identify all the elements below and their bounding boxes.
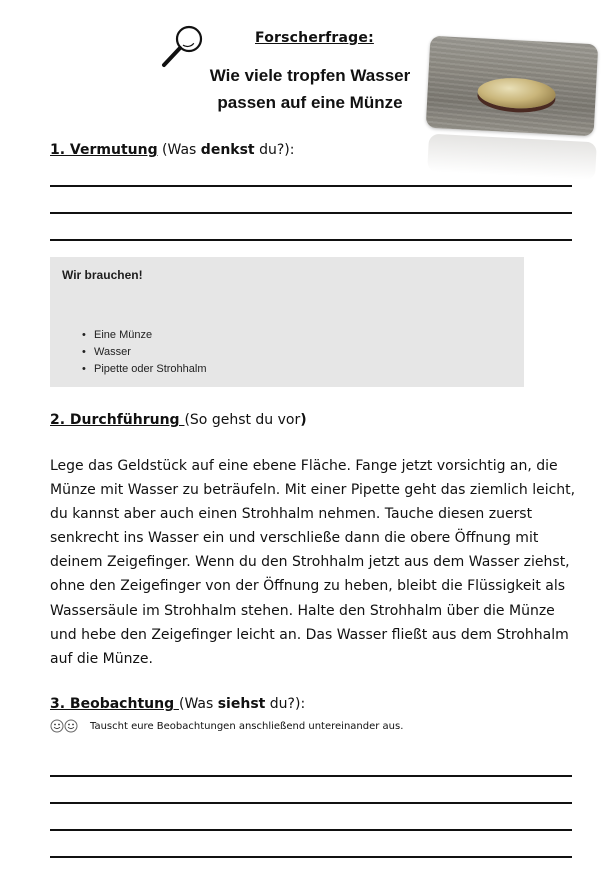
- answer-line[interactable]: [50, 775, 572, 777]
- section-2-heading: [50, 412, 307, 428]
- section-2-title: 2. Durchführung: [50, 412, 185, 428]
- coin-photo: [424, 40, 600, 180]
- section-1-hint-bold: denkst: [200, 142, 255, 158]
- photo-reflection: [427, 134, 597, 181]
- procedure-text: Lege das Geldstück auf eine ebene Fläche. Fange jetzt vorsichtig an, die Münze mit Wasser zu beträufeln. Mit einer Pipette geht das ziemlich leicht, du kannst aber auch einen Strohhalm nehmen. Tauche diesen zuerst senkrecht ins Wasser ein und verschließe dann die obere Öffnung mit deinem Zeigefinger. Wenn du den Strohhalm jetzt aus dem Wasser ziehst, ohne den Zeigefinger von der Öffnung zu heben, bleibt die Flüssigkeit als Wassersäule im Strohhalm stehen. Halte den Strohhalm über die Münze und hebe den Zeigefinger leicht an. Das Wasser fließt aus dem Strohhalm auf die Münze.: [50, 458, 576, 667]
- smiley-icon: [50, 719, 64, 733]
- exchange-note-text: Tauscht eure Beobachtungen anschließend untereinander aus.: [90, 720, 404, 732]
- section-1-title: 1. Vermutung: [50, 142, 158, 158]
- answer-line[interactable]: [50, 802, 572, 804]
- list-item: • Wasser: [82, 344, 207, 361]
- answer-line[interactable]: [50, 239, 572, 241]
- materials-box: [50, 257, 524, 387]
- answer-line[interactable]: [50, 856, 572, 858]
- section-2-hint-bold: ): [300, 412, 307, 428]
- research-question-label: Forscherfrage:: [255, 30, 374, 46]
- materials-list: [82, 327, 207, 378]
- section-3-hint-bold: siehst: [217, 696, 266, 712]
- research-question-line-2: passen auf eine Münze: [217, 93, 403, 112]
- materials-title: Wir brauchen!: [62, 268, 143, 282]
- section-3-title: 3. Beobachtung: [50, 696, 179, 712]
- section-2-hint-pre: (So gehst du vor: [184, 412, 301, 428]
- answer-line[interactable]: [50, 185, 572, 187]
- section-3-hint-post: du?):: [265, 696, 306, 712]
- list-item: • Eine Münze: [82, 327, 207, 344]
- section-3-hint-pre: (Was: [178, 696, 218, 712]
- exchange-note: [50, 719, 403, 733]
- section-3-heading: [50, 696, 305, 712]
- section-1-heading: [50, 142, 294, 158]
- coin-photo-image: [426, 36, 599, 137]
- research-question-line-1: Wie viele tropfen Wasser: [209, 66, 411, 85]
- answer-line[interactable]: [50, 829, 572, 831]
- section-1-hint-pre: (Was: [157, 142, 201, 158]
- smiley-icon: [64, 719, 78, 733]
- list-item: • Pipette oder Strohhalm: [82, 361, 207, 378]
- answer-line[interactable]: [50, 212, 572, 214]
- section-1-hint-post: du?):: [254, 142, 295, 158]
- smiley-pair: [50, 719, 78, 733]
- research-question: [190, 62, 430, 116]
